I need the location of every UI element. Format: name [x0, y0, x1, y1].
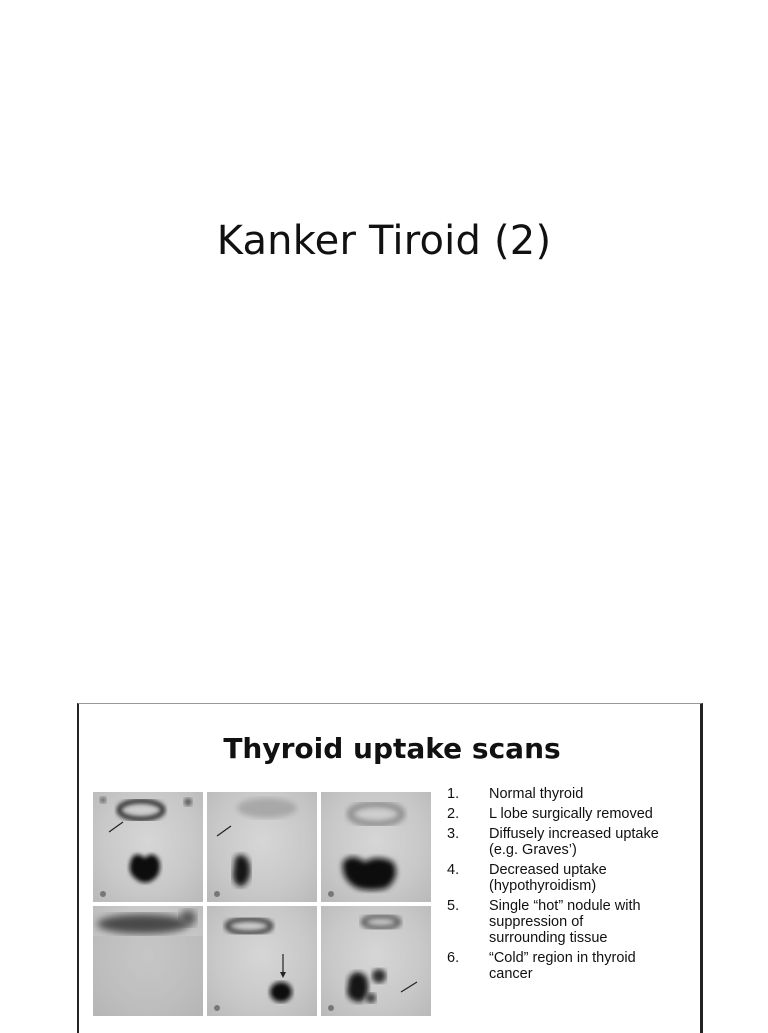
- slide-title: Kanker Tiroid (2): [216, 218, 552, 264]
- caption-item: [447, 862, 659, 894]
- caption-text: Diffusely increased uptake (e.g. Graves’): [489, 826, 659, 858]
- caption-text: Decreased uptake (hypothyroidism): [489, 862, 607, 894]
- figure-title: Thyroid uptake scans: [223, 732, 561, 765]
- scan-image-2: [207, 792, 317, 902]
- scan-image-1: [93, 792, 203, 902]
- scan-image-3: [321, 792, 431, 902]
- caption-number: 1.: [447, 786, 460, 802]
- caption-item: [447, 826, 659, 858]
- caption-item: [447, 806, 659, 822]
- scan-image-5: [207, 906, 317, 1016]
- caption-number: 2.: [447, 806, 460, 822]
- thyroid-scan-figure: [77, 703, 703, 1033]
- scan-image-6: [321, 906, 431, 1016]
- caption-number: 3.: [447, 826, 460, 842]
- caption-item: [447, 898, 659, 946]
- caption-text: L lobe surgically removed: [489, 806, 653, 822]
- caption-item: [447, 950, 659, 982]
- caption-text: Normal thyroid: [489, 786, 584, 802]
- scan-image-4: [93, 906, 203, 1016]
- caption-number: 5.: [447, 898, 460, 914]
- caption-text: “Cold” region in thyroid cancer: [489, 950, 636, 982]
- caption-number: 4.: [447, 862, 460, 878]
- caption-text: Single “hot” nodule with suppression of surrounding tissue: [489, 898, 641, 946]
- caption-number: 6.: [447, 950, 460, 966]
- scan-caption-list: [447, 786, 659, 986]
- caption-item: [447, 786, 659, 802]
